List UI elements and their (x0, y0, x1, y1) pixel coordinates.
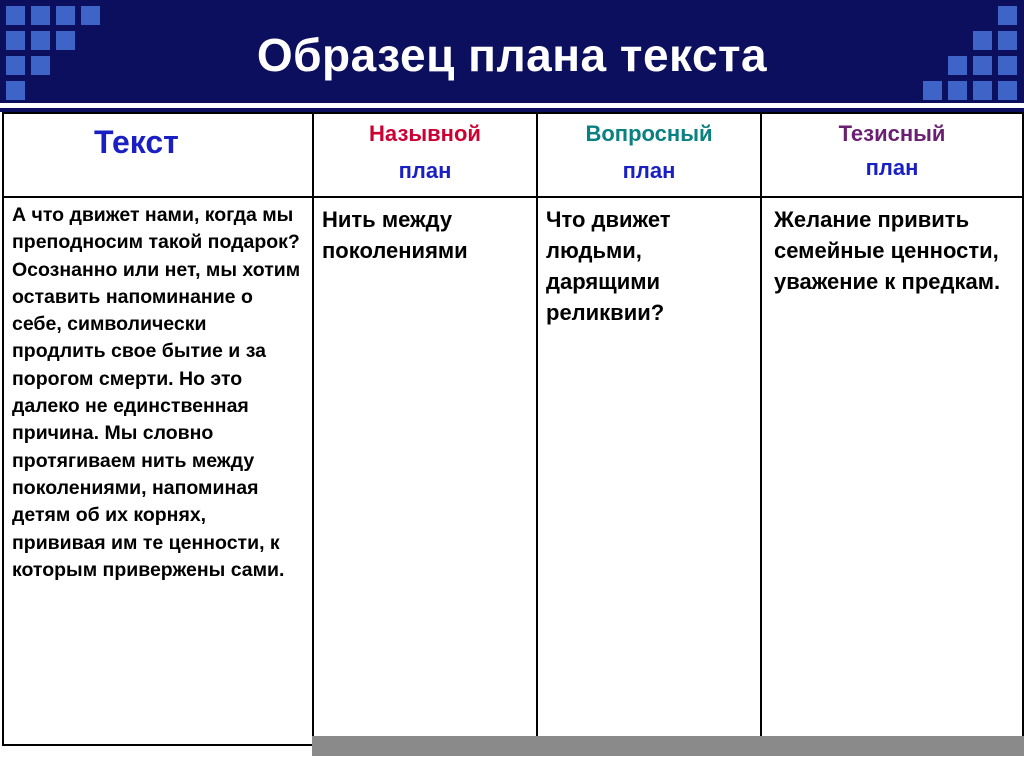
decor-square (998, 6, 1017, 25)
question-plan-text: Что движет людьми, дарящими реликвии? (546, 207, 671, 325)
cell-thesis (761, 197, 1023, 745)
footer-bar (312, 736, 1024, 756)
cell-nominative (313, 197, 537, 745)
table-header-row (3, 113, 1023, 197)
header-nominative (313, 113, 537, 197)
decor-square (973, 81, 992, 100)
cell-text (3, 197, 313, 745)
decor-square (6, 81, 25, 100)
page-title: Образец плана текста (256, 29, 768, 81)
nominative-plan-text: Нить между поколениями (322, 207, 468, 263)
title-banner (0, 0, 1024, 103)
header-nominative-line1: Назывной (369, 121, 481, 146)
header-text (3, 113, 313, 197)
header-thesis-line1: Тезисный (838, 121, 946, 146)
cell-question (537, 197, 761, 745)
header-text-label: Текст (94, 124, 179, 160)
decor-square (81, 6, 100, 25)
decor-square (923, 81, 942, 100)
thesis-plan-text: Желание привить семейные ценности, уважение к предкам. (774, 207, 1001, 294)
plan-table (2, 112, 1024, 746)
decor-square (56, 6, 75, 25)
table-row (3, 197, 1023, 745)
header-question (537, 113, 761, 197)
header-question-line2: план (622, 158, 676, 183)
header-question-line1: Вопросный (585, 121, 713, 146)
header-thesis (761, 113, 1023, 197)
header-nominative-line2: план (398, 158, 452, 183)
decor-square (31, 6, 50, 25)
decor-square (948, 81, 967, 100)
source-text: А что движет нами, когда мы преподносим такой подарок? Осознанно или нет, мы хотим оставить напоминание о себе, символически продлить свое бытие и за порогом смерти. Но это далеко не единственная причина. Мы словно протягиваем нить между поколениями, напоминая детям об их корнях, прививая им те ценности, к которым привержены сами. (12, 204, 301, 581)
decor-square (6, 6, 25, 25)
decor-square (998, 81, 1017, 100)
header-thesis-line2: план (865, 155, 919, 180)
